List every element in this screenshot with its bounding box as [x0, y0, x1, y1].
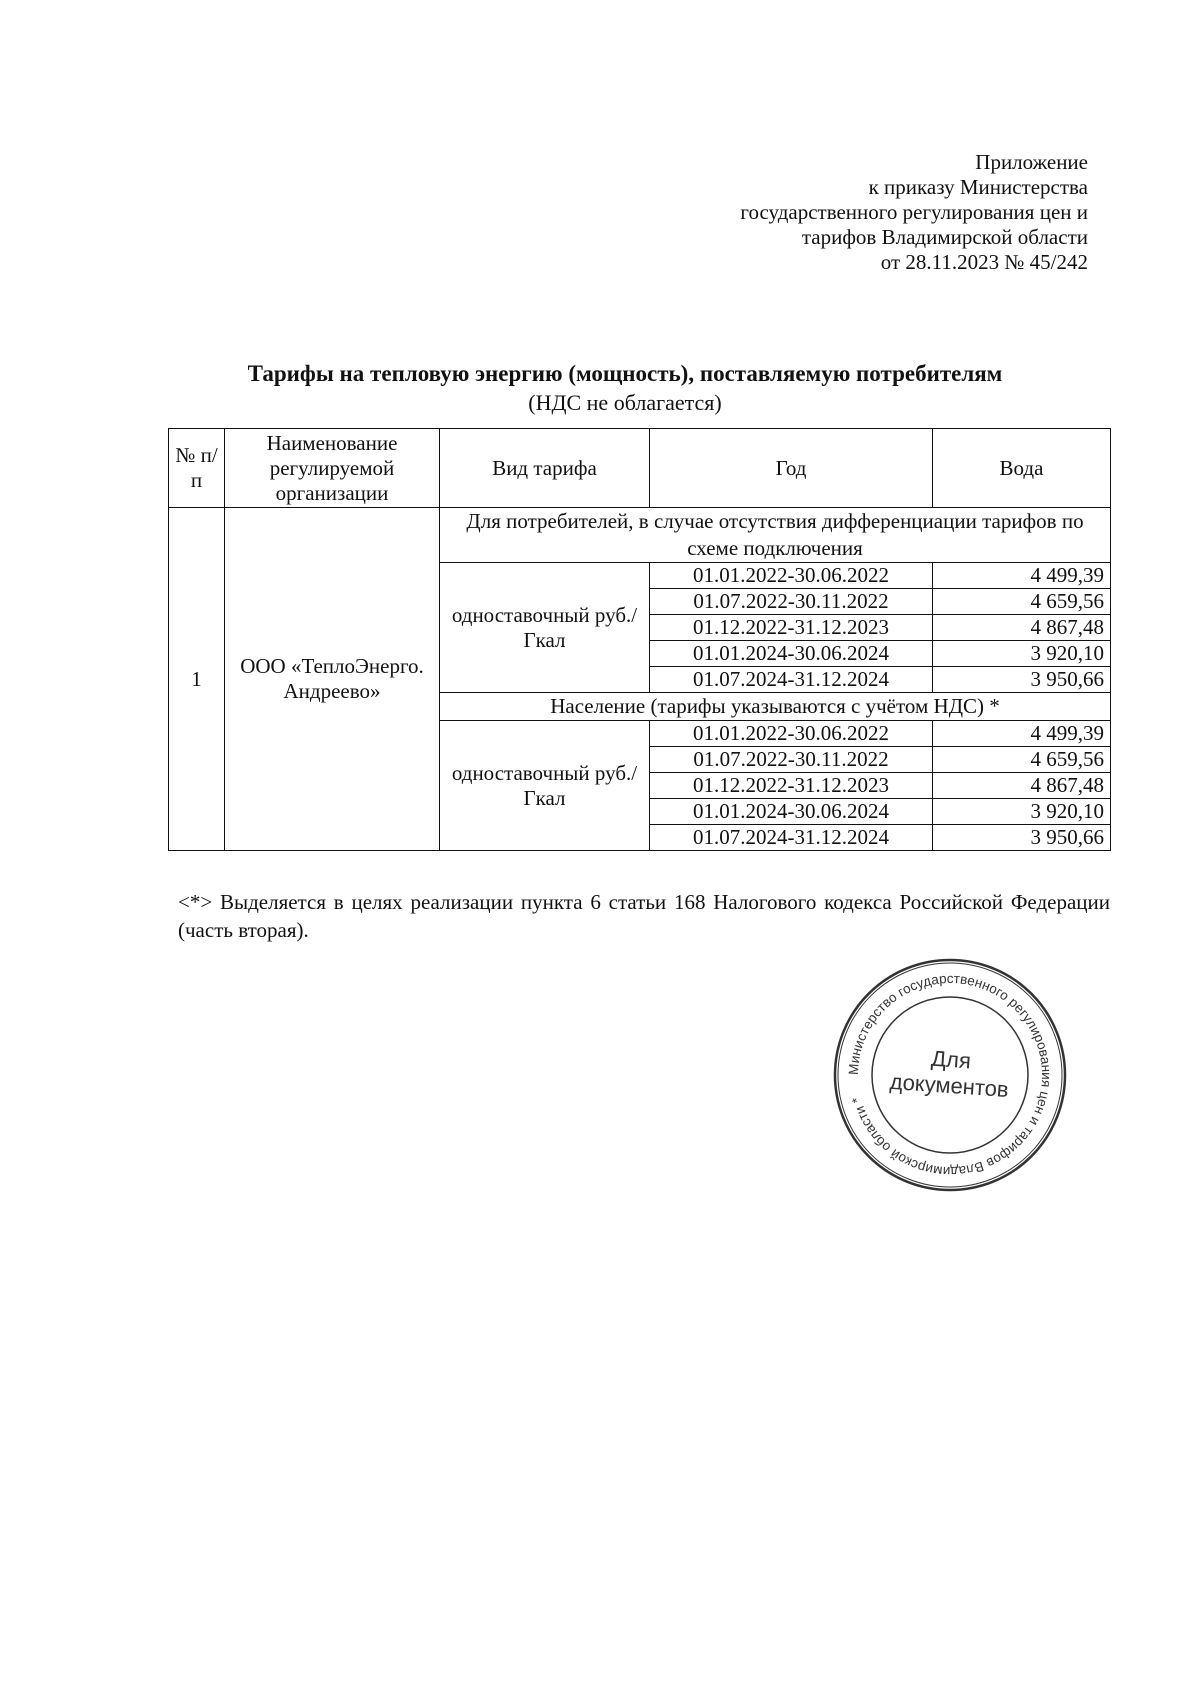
value-cell: 3 950,66 — [933, 825, 1111, 851]
col-header-organization: Наименование регулируемой организации — [225, 429, 440, 508]
period-cell: 01.01.2022-30.06.2022 — [650, 563, 933, 589]
document-subtitle: (НДС не облагается) — [528, 390, 722, 415]
period-cell: 01.07.2024-31.12.2024 — [650, 825, 933, 851]
col-header-water: Вода — [933, 429, 1111, 508]
value-cell: 4 659,56 — [933, 747, 1111, 773]
tariff-table — [168, 428, 1111, 851]
group-title: Население (тарифы указываются с учётом НДС) * — [440, 693, 1111, 721]
period-cell: 01.07.2022-30.11.2022 — [650, 747, 933, 773]
organization-name: ООО «ТеплоЭнерго. Андреево» — [225, 508, 440, 851]
period-cell: 01.01.2024-30.06.2024 — [650, 799, 933, 825]
col-header-number: № п/п — [169, 429, 225, 508]
stamp-center-line1: Для — [930, 1045, 972, 1074]
tariff-kind: одноставочный руб./Гкал — [440, 721, 650, 851]
table-row — [169, 508, 1111, 563]
value-cell: 4 659,56 — [933, 589, 1111, 615]
appendix-header — [608, 150, 1088, 275]
header-line: тарифов Владимирской области — [801, 225, 1088, 249]
value-cell: 3 950,66 — [933, 667, 1111, 693]
stamp-ring-text: Министерство государственного регулирования цен и тарифов Владимирской области * — [845, 970, 1055, 1180]
period-cell: 01.01.2022-30.06.2022 — [650, 721, 933, 747]
row-number: 1 — [169, 508, 225, 851]
value-cell: 3 920,10 — [933, 641, 1111, 667]
col-header-tariff-kind: Вид тарифа — [440, 429, 650, 508]
footnote: <*> Выделяется в целях реализации пункта 6 статьи 168 Налогового кодекса Российской Федерации (часть вторая). — [178, 890, 1110, 942]
period-cell: 01.07.2022-30.11.2022 — [650, 589, 933, 615]
value-cell: 4 867,48 — [933, 773, 1111, 799]
period-cell: 01.07.2024-31.12.2024 — [650, 667, 933, 693]
group-title: Для потребителей, в случае отсутствия дифференциации тарифов по схеме подключения — [440, 508, 1111, 563]
value-cell: 3 920,10 — [933, 799, 1111, 825]
value-cell: 4 499,39 — [933, 563, 1111, 589]
table-header-row — [169, 429, 1111, 508]
period-cell: 01.12.2022-31.12.2023 — [650, 615, 933, 641]
header-line: Приложение — [975, 150, 1088, 174]
period-cell: 01.12.2022-31.12.2023 — [650, 773, 933, 799]
stamp-center-line2: документов — [889, 1068, 1010, 1103]
header-line: от 28.11.2023 № 45/242 — [880, 250, 1088, 274]
header-line: к приказу Министерства — [868, 175, 1088, 199]
stamp-seal-icon — [830, 955, 1070, 1195]
value-cell: 4 867,48 — [933, 615, 1111, 641]
document-title: Тарифы на тепловую энергию (мощность), поставляемую потребителям — [247, 361, 1003, 386]
period-cell: 01.01.2024-30.06.2024 — [650, 641, 933, 667]
header-line: государственного регулирования цен и — [740, 200, 1088, 224]
tariff-kind: одноставочный руб./Гкал — [440, 563, 650, 693]
value-cell: 4 499,39 — [933, 721, 1111, 747]
col-header-year: Год — [650, 429, 933, 508]
official-stamp — [830, 955, 1070, 1195]
